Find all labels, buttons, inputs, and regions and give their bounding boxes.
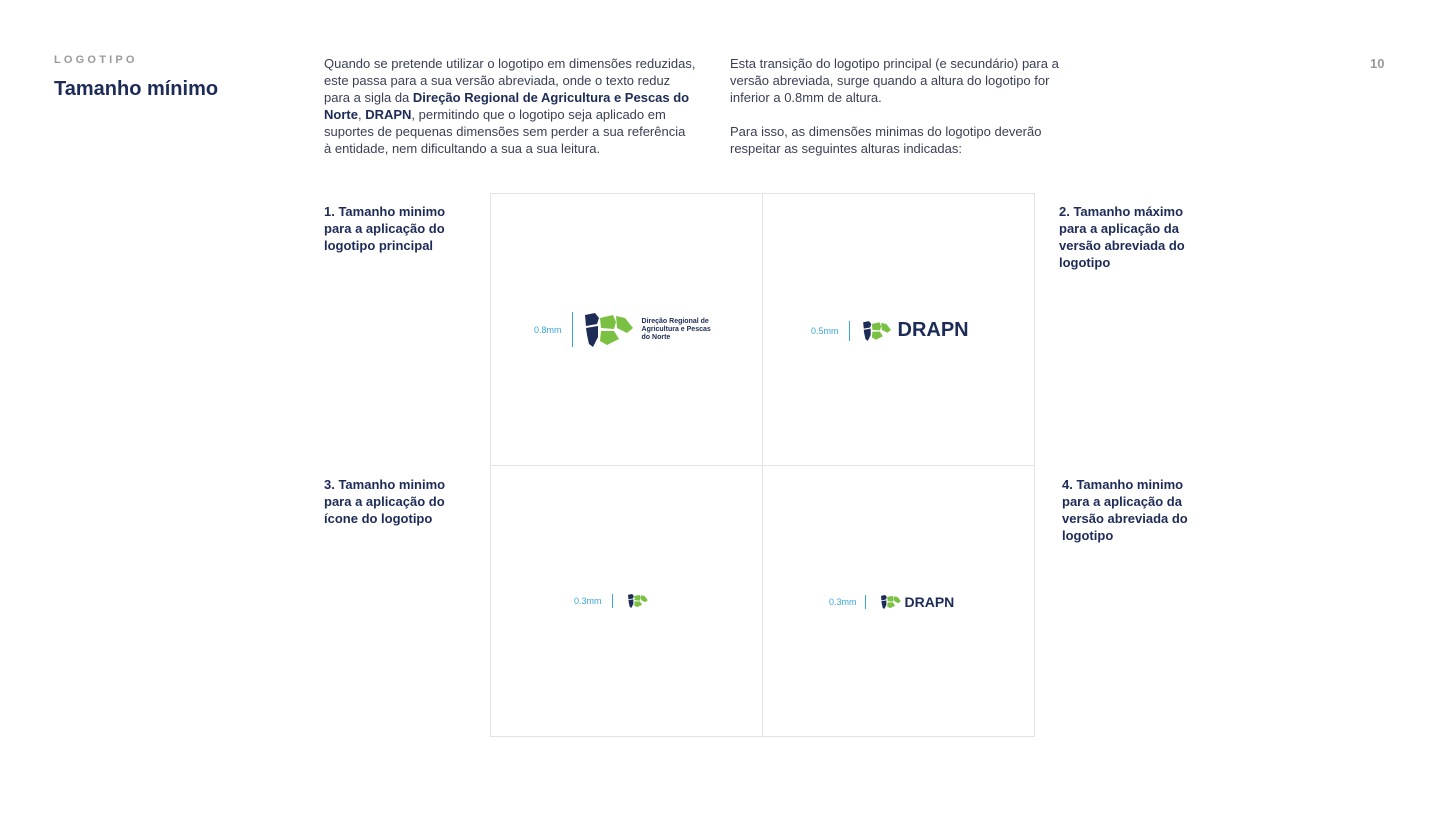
section-label: LOGOTIPO — [54, 54, 138, 66]
measure-line-2 — [849, 321, 850, 341]
logo-text-line-3: do Norte — [641, 333, 671, 341]
measure-line-4 — [865, 595, 866, 609]
intro-left-paragraph: Quando se pretende utilizar o logotipo em dimensões reduzidas, este passa para a sua versão abreviada, onde o texto reduz para a sigla da Direção Regional de Agricultura e Pescas do Norte, DRAPN, permitindo que o logotipo seja aplicado em suportes de pequenas dimensões sem perder a sua referência à entidade, nem dificultando a sua a sua leitura. — [324, 56, 696, 156]
intro-right-paragraph-2: Para isso, as dimensões minimas do logotipo deverão respeitar as seguintes alturas indicadas: — [730, 124, 1042, 156]
measure-label-3: 0.3mm — [574, 596, 602, 606]
intro-right-paragraph-1: Esta transição do logotipo principal (e secundário) para a versão abreviada, surge quando a altura do logotipo for inferior a 0.8mm de altura. — [730, 56, 1059, 105]
measure-line-3 — [612, 594, 613, 608]
logo-acronym: DRAPN — [897, 319, 969, 341]
logo-text-line-2: Agricultura e Pescas — [641, 325, 711, 333]
page-number: 10 — [1370, 56, 1385, 71]
measure-label-2: 0.5mm — [811, 325, 839, 336]
drapn-map-icon — [880, 595, 901, 609]
caption-3: 3. Tamanho minimo para a aplicação do ícone do logotipo — [324, 477, 446, 526]
sample-2-abbreviated-logo — [811, 319, 969, 342]
entity-acronym: DRAPN — [365, 107, 412, 122]
measure-label-1: 0.8mm — [534, 324, 562, 335]
sample-grid — [490, 193, 1035, 737]
grid-divider-horizontal — [491, 465, 1034, 466]
intro-right-text — [730, 55, 1090, 157]
sample-1-full-logo — [534, 312, 711, 347]
caption-2: 2. Tamanho máximo para a aplicação da versão abreviada do logotipo — [1059, 204, 1185, 270]
measure-label-4: 0.3mm — [829, 597, 857, 607]
intro-left-text — [324, 55, 696, 157]
logo-wordmark — [642, 318, 711, 342]
logo-acronym: DRAPN — [904, 594, 955, 610]
measure-line-1 — [572, 312, 573, 347]
logo-text-line-1: Direção Regional de — [641, 317, 709, 325]
sample-3-icon — [574, 594, 648, 608]
drapn-map-icon — [862, 321, 891, 341]
drapn-map-icon — [583, 313, 633, 347]
drapn-map-icon — [627, 594, 648, 608]
page-title: Tamanho mínimo — [54, 78, 219, 100]
entity-name: Direção Regional de Agricultura e Pescas do Norte — [324, 90, 690, 122]
caption-1: 1. Tamanho minimo para a aplicação do logotipo principal — [324, 204, 446, 253]
sample-4-abbreviated-logo — [829, 594, 954, 610]
caption-4: 4. Tamanho minimo para a aplicação da versão abreviada do logotipo — [1062, 477, 1188, 543]
